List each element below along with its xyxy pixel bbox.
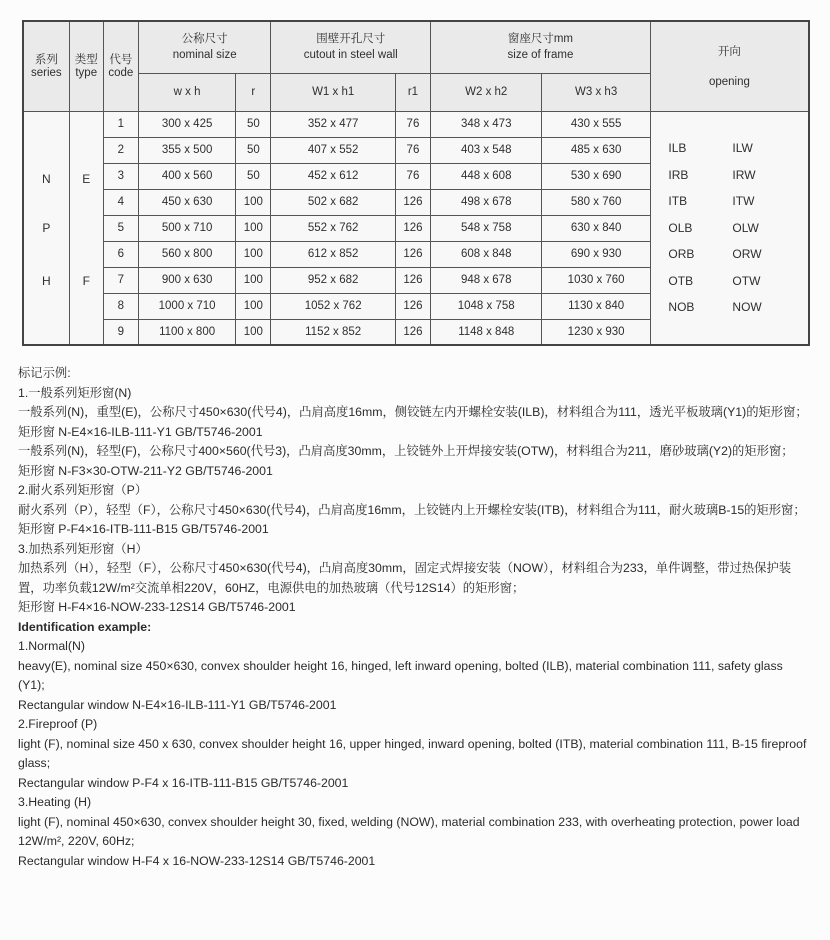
cell-wxh: 560 x 800 — [138, 241, 235, 267]
type-letter-f: F — [82, 274, 90, 289]
type-label-zh: 类型 — [74, 54, 98, 67]
cell-w1h1: 407 x 552 — [271, 137, 395, 163]
cell-code: 6 — [103, 241, 138, 267]
series-label-en: series — [30, 67, 62, 80]
cell-w1h1: 1152 x 852 — [271, 319, 395, 345]
cell-w3h3: 430 x 555 — [542, 111, 650, 137]
cell-code: 9 — [103, 319, 138, 345]
nominal-label-zh: 公称尺寸 — [181, 33, 228, 46]
note-line: Identification example: — [18, 619, 152, 634]
col-header-frame-size — [431, 21, 651, 73]
note-line: 矩形窗 H-F4×16-NOW-233-12S14 GB/T5746-2001 — [18, 600, 296, 614]
cell-r1: 126 — [395, 267, 430, 293]
cell-w2h2: 608 x 848 — [431, 241, 542, 267]
cell-r1: 76 — [395, 163, 430, 189]
cell-wxh: 355 x 500 — [138, 137, 235, 163]
note-line: 标记示例: — [18, 366, 71, 380]
cell-w1h1: 502 x 682 — [271, 189, 395, 215]
cell-code: 1 — [103, 111, 138, 137]
cell-wxh: 400 x 560 — [138, 163, 235, 189]
opening-code: NOB — [668, 300, 695, 314]
subheader-wxh: w x h — [138, 73, 235, 111]
cell-r: 100 — [236, 189, 271, 215]
note-line: 一般系列(N)，重型(E)，公称尺寸450×630(代号4)，凸肩高度16mm，侧铰链左内开螺栓安装(ILB)，材料组合为111，透光平板玻璃(Y1)的矩形窗； — [18, 405, 808, 419]
opening-code: OTW — [732, 273, 761, 288]
cell-w1h1: 952 x 682 — [271, 267, 395, 293]
col-header-cutout — [271, 21, 431, 73]
cell-r: 100 — [236, 241, 271, 267]
cell-r1: 126 — [395, 189, 430, 215]
note-line: 2.Fireproof (P) — [18, 717, 98, 731]
opening-codes-grid — [651, 135, 808, 321]
cell-w1h1: 552 x 762 — [271, 215, 395, 241]
note-line: light (F), nominal 450×630, convex shoulder height 30, fixed, welding (NOW), material combination 233, with overheating protection, power load 12W/m², 220V, 60Hz; — [18, 814, 800, 848]
cell-r: 50 — [236, 111, 271, 137]
cell-wxh: 900 x 630 — [138, 267, 235, 293]
subheader-w1h1: W1 x h1 — [271, 73, 395, 111]
cell-w3h3: 1230 x 930 — [542, 319, 650, 345]
note-line: 3.加热系列矩形窗（H） — [18, 541, 148, 556]
code-label-zh: 代号 — [109, 54, 133, 67]
col-header-series — [23, 21, 69, 111]
notes-section — [9, 364, 821, 871]
note-line: 1.一般系列矩形窗(N) — [18, 385, 132, 400]
series-letter-h: H — [41, 274, 51, 289]
cell-w3h3: 530 x 690 — [542, 163, 650, 189]
cell-w3h3: 580 x 760 — [542, 189, 650, 215]
cell-r1: 126 — [395, 215, 430, 241]
note-line: Rectangular window N-E4×16-ILB-111-Y1 GB/T5746-2001 — [18, 697, 337, 712]
note-line: Rectangular window P-F4 x 16-ITB-111-B15 GB/T5746-2001 — [18, 775, 349, 790]
col-header-nominal-size — [138, 21, 271, 73]
note-line: 2.耐火系列矩形窗（P） — [18, 483, 148, 497]
cutout-label-zh: 围壁开孔尺寸 — [316, 33, 386, 46]
opening-code: ITW — [732, 194, 755, 208]
opening-code: NOW — [732, 300, 762, 314]
opening-label-en: opening — [708, 75, 750, 88]
subheader-w2h2: W2 x h2 — [431, 73, 542, 111]
code-label-en: code — [108, 67, 134, 80]
cell-r1: 76 — [395, 137, 430, 163]
opening-code: ORW — [732, 247, 762, 261]
col-header-type — [69, 21, 103, 111]
opening-code: ILW — [732, 141, 753, 155]
opening-code: ORB — [668, 247, 695, 261]
cell-w1h1: 612 x 852 — [271, 241, 395, 267]
series-letter-p: P — [42, 220, 51, 235]
note-line: 一般系列(N)，轻型(F)，公称尺寸400×560(代号3)，凸肩高度30mm，上铰链外上开焊接安装(OTW)，材料组合为211，磨砂玻璃(Y2)的矩形窗； — [18, 444, 794, 458]
cell-wxh: 450 x 630 — [138, 189, 235, 215]
note-line: 3.Heating (H) — [18, 795, 92, 809]
cell-r: 50 — [236, 137, 271, 163]
note-line: 矩形窗 N-E4×16-ILB-111-Y1 GB/T5746-2001 — [18, 424, 263, 439]
cell-r: 50 — [236, 163, 271, 189]
window-specification-table — [22, 20, 810, 346]
cell-w2h2: 1048 x 758 — [431, 293, 542, 319]
type-column — [69, 111, 103, 345]
cell-code: 5 — [103, 215, 138, 241]
col-header-opening — [650, 21, 809, 111]
opening-code: OLB — [668, 220, 693, 235]
note-line: 耐火系列（P），轻型（F），公称尺寸450×630(代号4)，凸肩高度16mm，上铰链内上开螺栓安装(ITB)，材料组合为111，耐火玻璃B-15的矩形窗；矩形窗 P-F4×16-ITB-111-B15 GB/T5746-2001 — [18, 502, 806, 536]
cell-code: 8 — [103, 293, 138, 319]
note-line: light (F), nominal size 450 x 630, convex shoulder height 16, upper hinged, inward opening, bolted (ITB), material combination 111, B-15 fireproof glass; — [18, 736, 807, 770]
cell-r1: 76 — [395, 111, 430, 137]
cell-r: 100 — [236, 319, 271, 345]
cell-w2h2: 948 x 678 — [431, 267, 542, 293]
type-label-en: type — [75, 67, 98, 80]
note-line: 矩形窗 N-F3×30-OTW-211-Y2 GB/T5746-2001 — [18, 463, 273, 478]
opening-column — [650, 111, 809, 345]
frame-label-zh: 窗座尺寸mm — [507, 33, 574, 46]
cell-r1: 126 — [395, 293, 430, 319]
cell-w3h3: 1030 x 760 — [542, 267, 650, 293]
opening-code: OLW — [732, 220, 759, 235]
cell-w2h2: 348 x 473 — [431, 111, 542, 137]
note-line: Rectangular window H-F4 x 16-NOW-233-12S14 GB/T5746-2001 — [18, 853, 376, 868]
cell-w3h3: 485 x 630 — [542, 137, 650, 163]
subheader-w3h3: W3 x h3 — [542, 73, 650, 111]
cell-w1h1: 352 x 477 — [271, 111, 395, 137]
opening-code: IRW — [732, 167, 756, 182]
table-row — [23, 111, 809, 137]
cell-w3h3: 690 x 930 — [542, 241, 650, 267]
series-letter-n: N — [41, 171, 51, 186]
opening-label-zh: 开向 — [717, 45, 741, 58]
subheader-r: r — [236, 73, 271, 111]
series-label-zh: 系列 — [34, 54, 58, 67]
cell-code: 3 — [103, 163, 138, 189]
col-header-code — [103, 21, 138, 111]
cell-r: 100 — [236, 267, 271, 293]
cell-w1h1: 452 x 612 — [271, 163, 395, 189]
note-line: 加热系列（H），轻型（F），公称尺寸450×630(代号4)，凸肩高度30mm，固定式焊接安装（NOW），材料组合为233，单件调整，带过热保护装置，功率负载12W/m²交流单相220V，60HZ，电源供电的加热玻璃（代号12S14）的矩形窗； — [18, 561, 792, 595]
cell-wxh: 500 x 710 — [138, 215, 235, 241]
cell-w1h1: 1052 x 762 — [271, 293, 395, 319]
cell-w2h2: 448 x 608 — [431, 163, 542, 189]
subheader-r1: r1 — [395, 73, 430, 111]
cell-wxh: 1100 x 800 — [138, 319, 235, 345]
frame-label-en: size of frame — [507, 49, 574, 62]
note-line: heavy(E), nominal size 450×630, convex shoulder height 16, hinged, left inward opening, bolted (ILB), material combination 111, safety glass (Y1); — [18, 658, 783, 692]
cell-code: 7 — [103, 267, 138, 293]
cell-r: 100 — [236, 215, 271, 241]
cell-r1: 126 — [395, 319, 430, 345]
cell-w3h3: 630 x 840 — [542, 215, 650, 241]
type-letter-e: E — [82, 171, 91, 186]
cell-r1: 126 — [395, 241, 430, 267]
cell-w2h2: 498 x 678 — [431, 189, 542, 215]
series-column — [23, 111, 69, 345]
opening-code: ITB — [668, 194, 688, 208]
cell-w2h2: 403 x 548 — [431, 137, 542, 163]
opening-code: IRB — [668, 167, 689, 182]
cell-w3h3: 1130 x 840 — [542, 293, 650, 319]
cell-w2h2: 1148 x 848 — [431, 319, 542, 345]
nominal-label-en: nominal size — [172, 49, 237, 62]
cell-wxh: 1000 x 710 — [138, 293, 235, 319]
cell-r: 100 — [236, 293, 271, 319]
cell-code: 4 — [103, 189, 138, 215]
note-line: 1.Normal(N) — [18, 639, 85, 653]
cell-w2h2: 548 x 758 — [431, 215, 542, 241]
opening-code: ILB — [668, 141, 687, 155]
cutout-label-en: cutout in steel wall — [303, 49, 398, 62]
opening-code: OTB — [668, 273, 694, 288]
cell-code: 2 — [103, 137, 138, 163]
cell-wxh: 300 x 425 — [138, 111, 235, 137]
